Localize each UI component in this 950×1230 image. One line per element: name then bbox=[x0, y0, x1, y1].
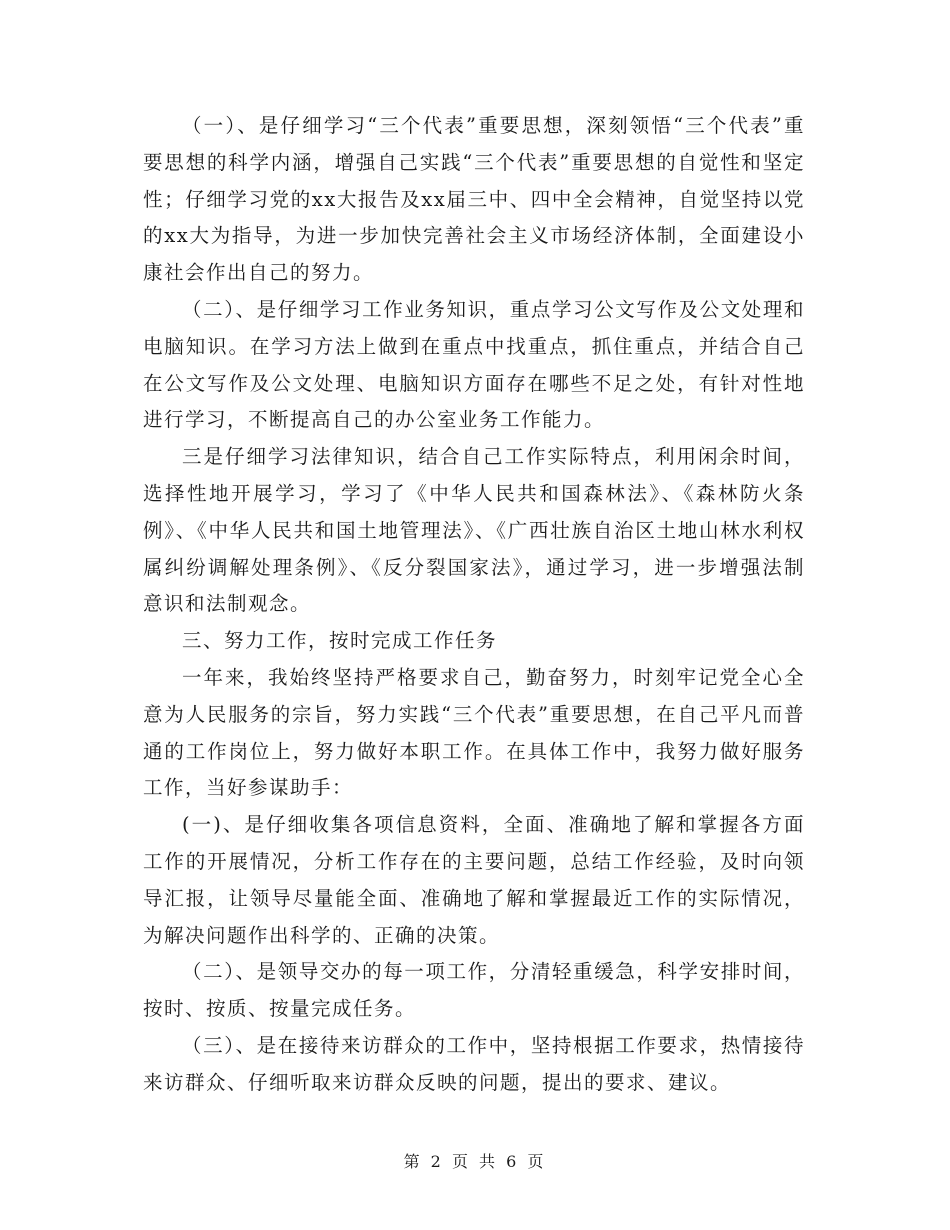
paragraph-study-business-knowledge: （二）、是仔细学习工作业务知识，重点学习公文写作及公文处理和电脑知识。在学习方法上做到在重点中找重点，抓住重点，并结合自己在公文写作及公文处理、电脑知识方面存在哪些不足之处，有针对性地进行学习，不断提高自己的办公室业务工作能力。 bbox=[143, 297, 805, 432]
paragraph-collect-information: (一)、是仔细收集各项信息资料，全面、准确地了解和掌握各方面工作的开展情况，分析工作存在的主要问题，总结工作经验，及时向领导汇报，让领导尽量能全面、准确地了解和掌握最近工作的实际情况，为解决问题作出科学的、正确的决策。 bbox=[143, 813, 805, 947]
paragraph-receive-visitors: （三）、是在接待来访群众的工作中，坚持根据工作要求，热情接待来访群众、仔细听取来访群众反映的问题，提出的要求、建议。 bbox=[143, 1033, 805, 1094]
paragraph-year-summary: 一年来，我始终坚持严格要求自己，勤奋努力，时刻牢记党全心全意为人民服务的宗旨，努力实践“三个代表”重要思想，在自己平凡而普通的工作岗位上，努力做好本职工作。在具体工作中，我努力做好服务工作，当好参谋助手： bbox=[143, 665, 805, 800]
page-number-label: 第 2 页 共 6 页 bbox=[403, 1152, 547, 1171]
paragraph-study-law-knowledge: 三是仔细学习法律知识，结合自己工作实际特点，利用闲余时间，选择性地开展学习，学习了《中华人民共和国森林法》、《森林防火条例》、《中华人民共和国土地管理法》、《广西壮族自治区土地山林水利权属纠纷调解处理条例》、《反分裂国家法》，通过学习，进一步增强法制意识和法制观念。 bbox=[143, 445, 805, 616]
document-body bbox=[143, 108, 805, 1102]
paragraph-assigned-tasks: （二）、是领导交办的每一项工作，分清轻重缓急，科学安排时间，按时、按质、按量完成任务。 bbox=[143, 960, 805, 1021]
page-footer bbox=[0, 1149, 950, 1172]
paragraph-study-three-represents: （一）、是仔细学习“三个代表”重要思想，深刻领悟“三个代表”重要思想的科学内涵，增强自己实践“三个代表”重要思想的自觉性和坚定性；仔细学习党的xx大报告及xx届三中、四中全会精神，自觉坚持以党的xx大为指导，为进一步加快完善社会主义市场经济体制，全面建设小康社会作出自己的努力。 bbox=[143, 114, 805, 285]
section-heading-work-hard: 三、努力工作，按时完成工作任务 bbox=[182, 629, 498, 653]
